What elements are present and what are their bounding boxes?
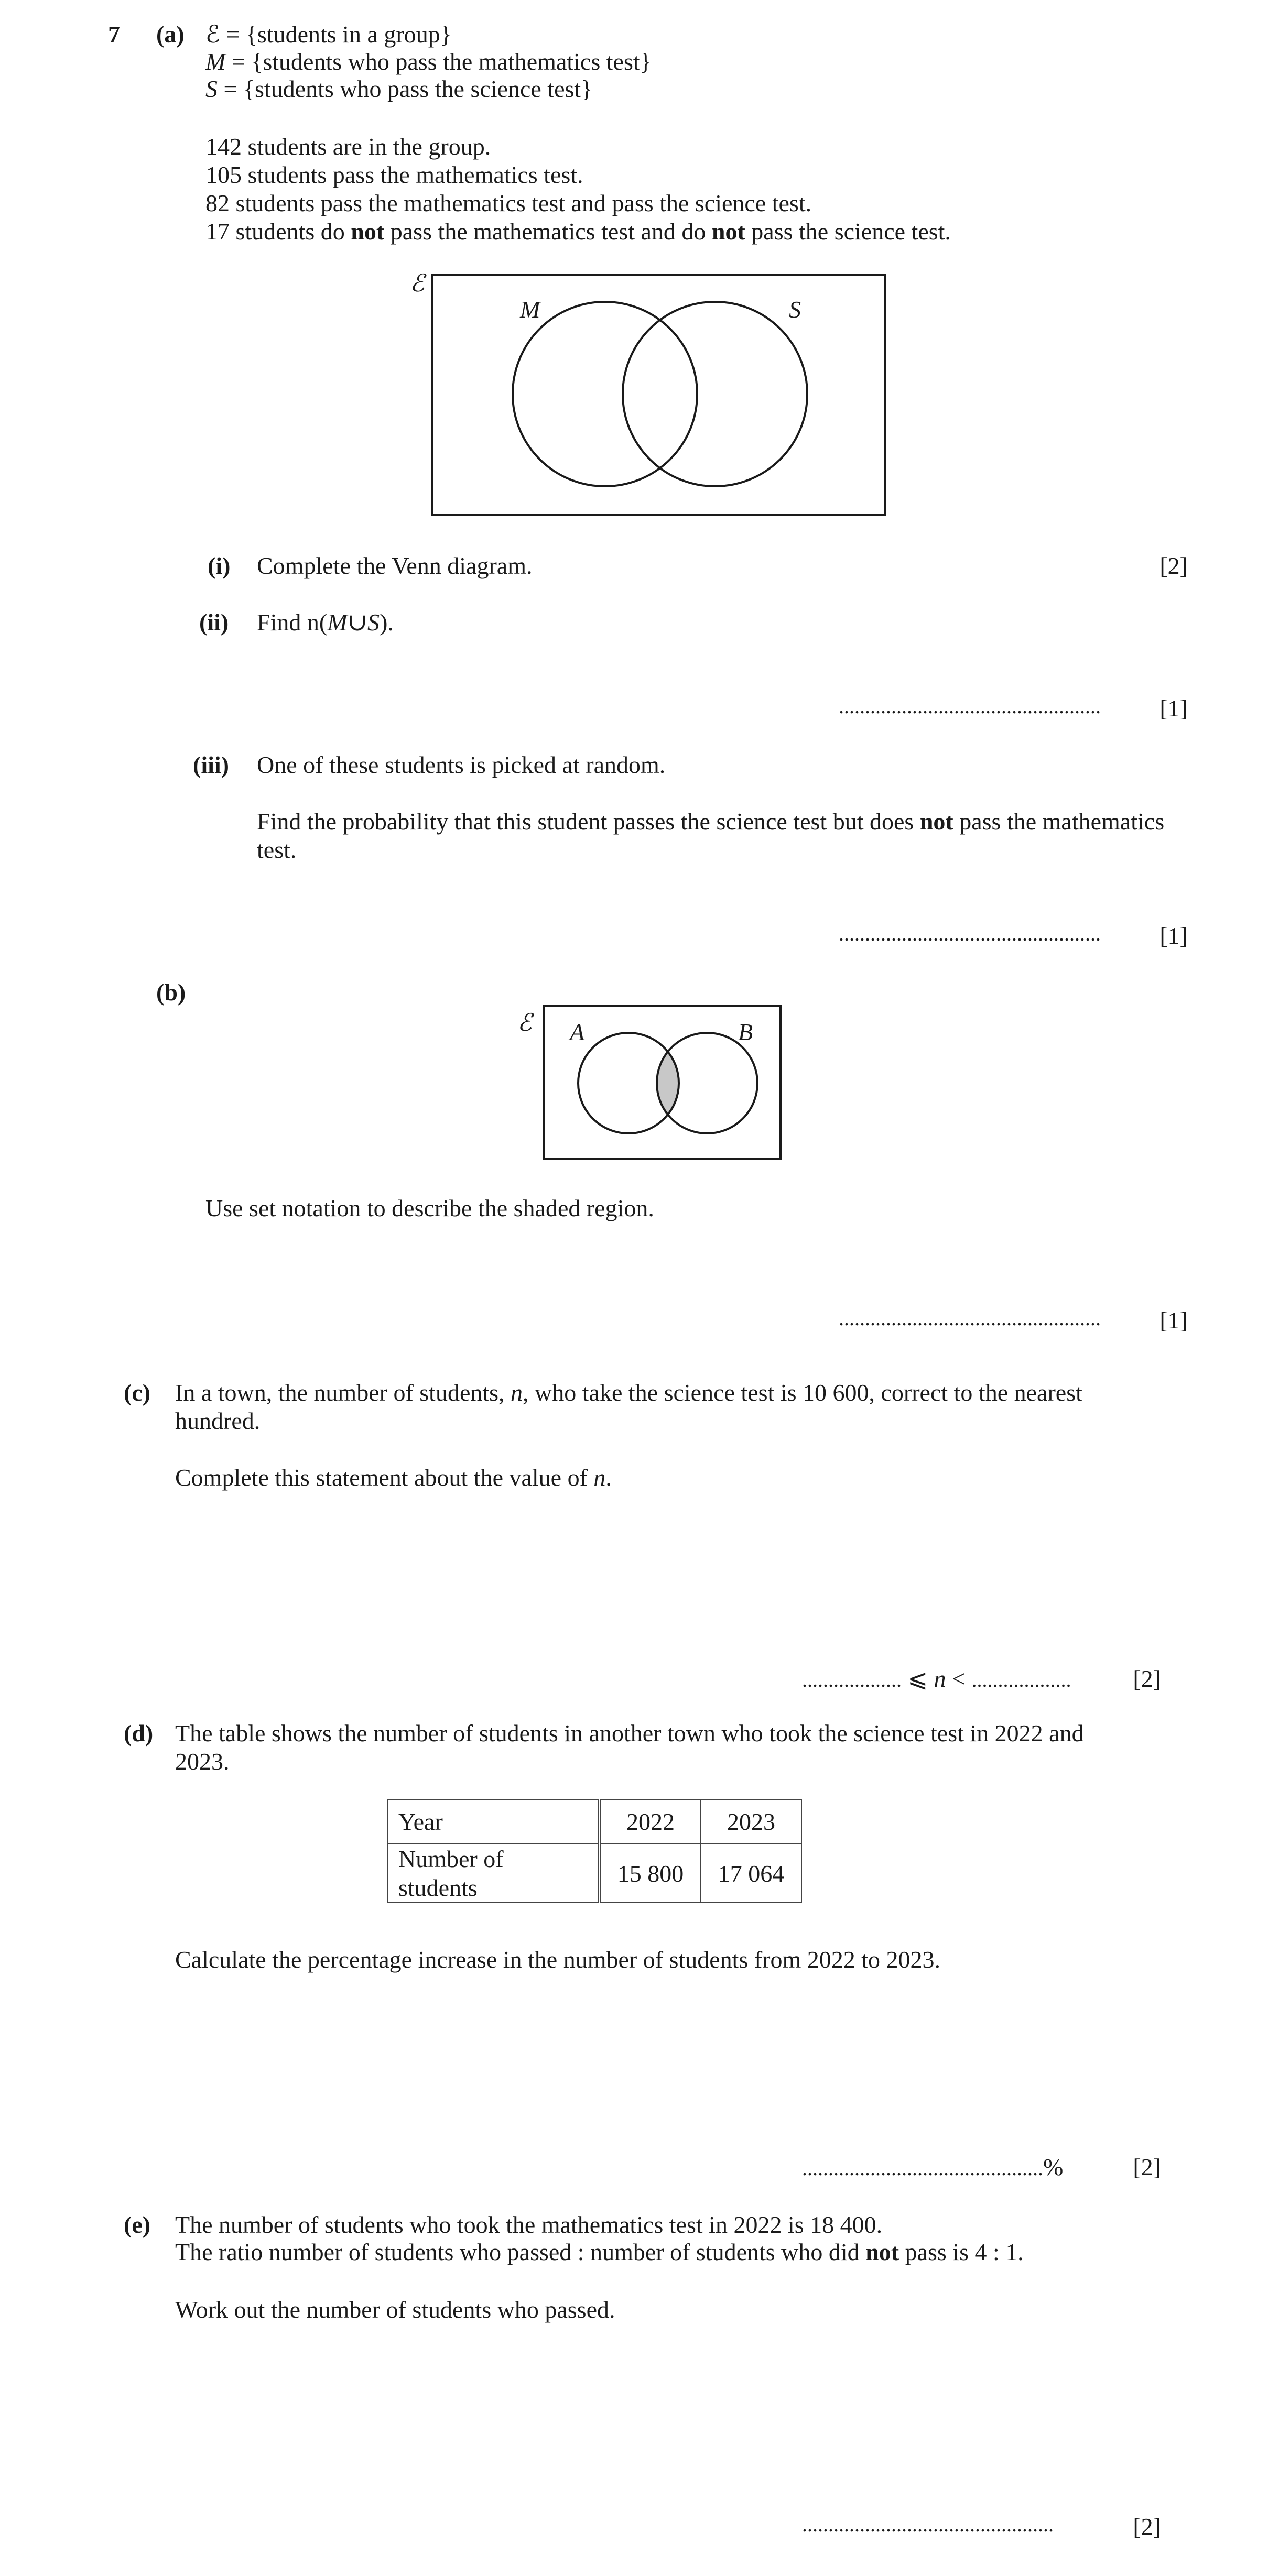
part-a-iii-answer-line[interactable]: .................................................. bbox=[839, 922, 1101, 945]
part-d-marks: [2] bbox=[1133, 2154, 1161, 2180]
table-cell: 17 064 bbox=[701, 1844, 801, 1903]
students-table bbox=[387, 1799, 802, 1903]
part-a-iii-text1: One of these students is picked at random. bbox=[257, 751, 666, 778]
part-b-answer-line[interactable]: .................................................. bbox=[839, 1306, 1101, 1330]
part-a-i-text: Complete the Venn diagram. bbox=[257, 552, 533, 579]
part-e-line1: The number of students who took the mathematics test in 2022 is 18 400. bbox=[175, 2211, 883, 2238]
table-row bbox=[387, 1800, 801, 1844]
part-c-line2: hundred. bbox=[175, 1407, 261, 1434]
fact-line: 142 students are in the group. bbox=[205, 133, 491, 160]
venn-a-universal-label: ℰ bbox=[410, 270, 425, 297]
table-header-year: Year bbox=[387, 1800, 599, 1844]
venn-a-label-s: S bbox=[789, 296, 801, 323]
part-a-ii-marks: [1] bbox=[1159, 695, 1188, 722]
part-d-line1: The table shows the number of students in another town who took the science test in 2022 and bbox=[175, 1720, 1084, 1747]
part-c-upper-bound-blank[interactable]: ................... bbox=[971, 1668, 1071, 1691]
venn-b-universal-label: ℰ bbox=[517, 1009, 532, 1036]
venn-a-circle-m bbox=[513, 302, 697, 486]
set-definition-universal: ℰ = {students in a group} bbox=[205, 21, 452, 48]
part-c-line1: In a town, the number of students, n, who take the science test is 10 600, correct to the nearest bbox=[175, 1379, 1082, 1406]
part-a-ii-answer-line[interactable]: .................................................. bbox=[839, 694, 1101, 718]
part-a-ii-label: (ii) bbox=[199, 609, 229, 636]
venn-a-universal-rectangle bbox=[432, 275, 885, 515]
fact-line: 82 students pass the mathematics test and pass the science test. bbox=[205, 190, 812, 216]
table-row bbox=[387, 1844, 801, 1903]
fact-line: 105 students pass the mathematics test. bbox=[205, 161, 583, 188]
part-c-marks: [2] bbox=[1133, 1665, 1161, 1692]
part-d-answer bbox=[802, 2153, 1063, 2181]
set-definition-m: M = {students who pass the mathematics test} bbox=[205, 48, 652, 75]
part-c-line3: Complete this statement about the value of n. bbox=[175, 1464, 612, 1491]
part-d-text: Calculate the percentage increase in the number of students from 2022 to 2023. bbox=[175, 1946, 941, 1973]
table-cell: 15 800 bbox=[599, 1844, 701, 1903]
table-header-number-of-students: Number of students bbox=[387, 1844, 599, 1903]
part-c-label: (c) bbox=[124, 1379, 151, 1406]
venn-b-label-a: A bbox=[570, 1019, 585, 1045]
venn-diagram-a bbox=[398, 262, 902, 524]
fact-line-not-not: 17 students do not pass the mathematics test and do not pass the science test. bbox=[205, 218, 951, 245]
part-a-iii-text2: Find the probability that this student passes the science test but does not pass the mathematics bbox=[257, 808, 1165, 835]
part-b-label: (b) bbox=[156, 979, 186, 1006]
table-cell: 2023 bbox=[701, 1800, 801, 1844]
part-c-lower-bound-blank[interactable]: ................... bbox=[802, 1668, 902, 1691]
venn-a-label-m: M bbox=[520, 296, 540, 323]
part-e-answer-line[interactable]: ................................................ bbox=[802, 2513, 1054, 2536]
part-d-answer-line[interactable]: .............................................. bbox=[802, 2156, 1043, 2180]
part-a-ii-text: Find n(M∪S). bbox=[257, 609, 394, 636]
part-b-text: Use set notation to describe the shaded region. bbox=[205, 1195, 654, 1221]
part-e-marks: [2] bbox=[1133, 2513, 1161, 2540]
venn-a-circle-s bbox=[623, 302, 807, 486]
set-definition-s: S = {students who pass the science test} bbox=[205, 75, 593, 102]
part-a-iii-label: (iii) bbox=[193, 751, 229, 778]
part-d-line2: 2023. bbox=[175, 1748, 230, 1775]
part-a-iii-marks: [1] bbox=[1159, 922, 1188, 949]
part-e-label: (e) bbox=[124, 2211, 151, 2238]
part-a-label: (a) bbox=[156, 21, 185, 48]
part-a-i-marks: [2] bbox=[1159, 552, 1188, 579]
part-d-label: (d) bbox=[124, 1720, 154, 1747]
question-number: 7 bbox=[108, 21, 120, 48]
part-c-inequality: ................... ⩽ n < ................... bbox=[802, 1665, 1071, 1692]
table-cell: 2022 bbox=[599, 1800, 701, 1844]
universal-set-symbol: ℰ bbox=[205, 21, 220, 48]
percent-unit: % bbox=[1043, 2154, 1064, 2180]
part-a-iii-text3: test. bbox=[257, 836, 297, 863]
part-e-line2: The ratio number of students who passed : number of students who did not pass is 4 : 1. bbox=[175, 2239, 1024, 2265]
part-b-marks: [1] bbox=[1159, 1307, 1188, 1334]
part-e-text: Work out the number of students who passed. bbox=[175, 2296, 615, 2323]
part-a-i-label: (i) bbox=[208, 552, 231, 579]
venn-diagram-b bbox=[511, 998, 794, 1166]
venn-b-label-b: B bbox=[738, 1019, 753, 1045]
